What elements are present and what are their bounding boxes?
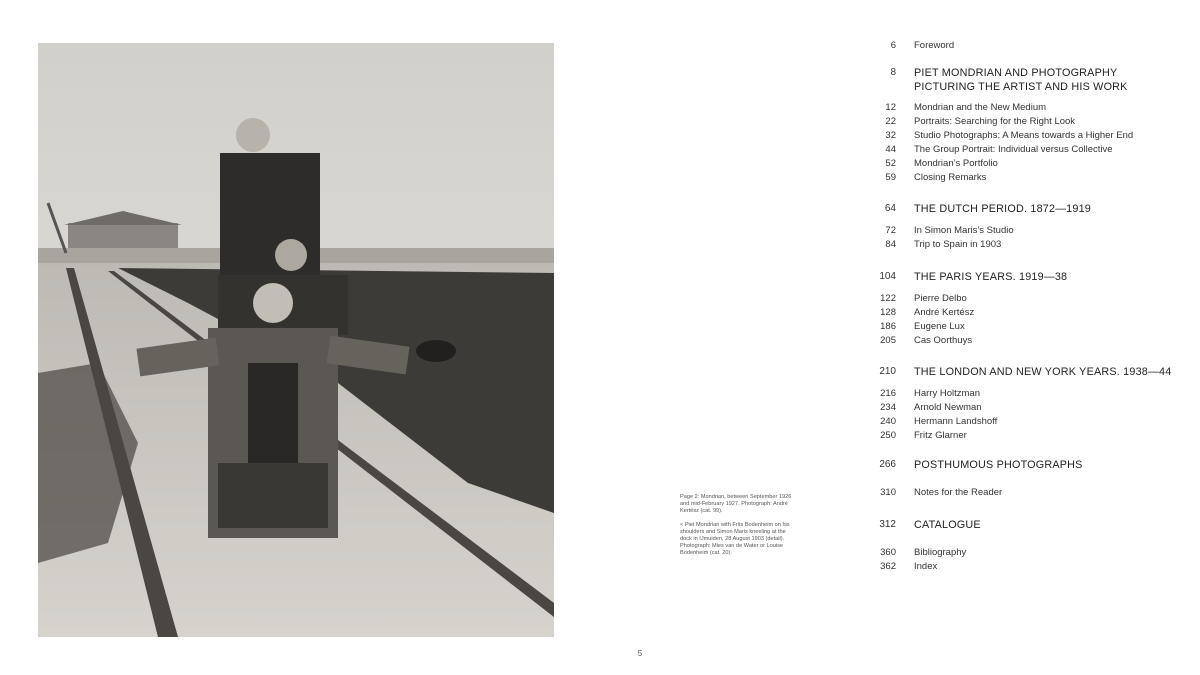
toc-entry[interactable] (860, 129, 1190, 143)
toc-entry[interactable] (860, 546, 1190, 560)
toc-title: Eugene Lux (914, 321, 965, 332)
toc-page-number: 312 (879, 519, 896, 530)
toc-entry[interactable] (860, 157, 1190, 171)
toc-page-number: 210 (879, 366, 896, 377)
caption-paragraph-1: Page 2: Mondrian, between September 1926 and mid-February 1927. Photograph: André Kertész (cat. 99). (680, 494, 792, 515)
toc-entry[interactable] (860, 486, 1190, 500)
toc-title: Closing Remarks (914, 172, 987, 183)
toc-page-number: 310 (880, 487, 896, 498)
toc-title: Foreword (914, 40, 955, 51)
toc-entry[interactable] (860, 387, 1190, 401)
toc-page-number: 234 (880, 402, 896, 413)
toc-page-number: 84 (885, 239, 896, 250)
toc-entry[interactable] (860, 334, 1190, 348)
toc-title: Bibliography (914, 547, 967, 558)
photo-caption (680, 494, 792, 564)
toc-page-number: 59 (885, 172, 896, 183)
toc-title: Portraits: Searching for the Right Look (914, 116, 1076, 127)
toc-title: In Simon Maris’s Studio (914, 225, 1014, 236)
toc-entry[interactable] (860, 560, 1190, 574)
toc-entry[interactable] (860, 171, 1190, 185)
toc-title: The Group Portrait: Individual versus Collective (914, 144, 1113, 155)
toc-section-title: POSTHUMOUS PHOTOGRAPHS (914, 459, 1083, 471)
toc-page-number: 216 (880, 388, 896, 399)
toc-title: Mondrian’s Portfolio (914, 158, 998, 169)
toc-title: Arnold Newman (914, 402, 982, 413)
photograph-mondrian-ijmuiden (38, 43, 554, 637)
toc-page-number: 186 (880, 321, 896, 332)
toc-title: André Kertész (914, 307, 975, 318)
toc-entry[interactable] (860, 401, 1190, 415)
toc-page-number: 72 (885, 225, 896, 236)
toc-page-number: 104 (879, 271, 896, 282)
toc-page-number: 64 (884, 203, 896, 214)
toc-title: Hermann Landshoff (914, 416, 998, 427)
toc-section-title-line-2: PICTURING THE ARTIST AND HIS WORK (914, 81, 1128, 93)
toc-entry[interactable] (860, 292, 1190, 306)
toc-page-number: 362 (880, 561, 896, 572)
toc-section-title: THE LONDON AND NEW YORK YEARS. 1938—44 (914, 366, 1172, 378)
toc-page-number: 128 (880, 307, 896, 318)
toc-section-entry[interactable] (860, 518, 1190, 532)
toc-page-number: 360 (880, 547, 896, 558)
toc-page-number: 22 (885, 116, 896, 127)
toc-title: Cas Oorthuys (914, 335, 973, 346)
toc-title: Studio Photographs: A Means towards a Higher End (914, 130, 1134, 141)
toc-title: Fritz Glarner (914, 430, 967, 441)
page-number: 5 (637, 649, 643, 658)
photograph-image (38, 43, 554, 637)
toc-page-number: 205 (880, 335, 896, 346)
caption-paragraph-2: < Piet Mondrian with Frits Bodenheim on his shoulders and Simon Maris kneeling at the dock in IJmuiden, 28 August 1903 (detail). Photograph: Mies van de Water or Louise Bodenheim (cat. 20). (680, 521, 790, 557)
toc-section-title: THE PARIS YEARS. 1919—38 (914, 271, 1068, 283)
toc-section-title: THE DUTCH PERIOD. 1872—1919 (914, 203, 1092, 215)
toc-entry[interactable] (860, 39, 1190, 53)
toc-entry[interactable] (860, 101, 1190, 115)
toc-page-number: 44 (885, 144, 896, 155)
toc-entry[interactable] (860, 143, 1190, 157)
toc-page-number: 266 (879, 459, 896, 470)
toc-entry[interactable] (860, 224, 1190, 238)
toc-entry[interactable] (860, 115, 1190, 129)
toc-title: Harry Holtzman (914, 388, 980, 399)
toc-page-number: 122 (880, 293, 896, 304)
toc-section-title: CATALOGUE (914, 519, 981, 531)
toc-section-entry[interactable] (860, 202, 1190, 216)
toc-page-number: 250 (880, 430, 896, 441)
toc-page-number: 32 (885, 130, 896, 141)
toc-section-entry[interactable] (860, 66, 1190, 94)
toc-title: Index (914, 561, 938, 572)
toc-page-number: 52 (885, 158, 896, 169)
toc-section-entry[interactable] (860, 270, 1190, 284)
toc-title: Notes for the Reader (914, 487, 1003, 498)
toc-entry[interactable] (860, 320, 1190, 334)
toc-entry[interactable] (860, 238, 1190, 252)
toc-title: Pierre Delbo (914, 293, 967, 304)
toc-page-number: 8 (890, 67, 896, 78)
toc-entry[interactable] (860, 415, 1190, 429)
toc-entry[interactable] (860, 429, 1190, 443)
toc-section-title (914, 66, 1190, 94)
toc-entry[interactable] (860, 306, 1190, 320)
toc-section-title-line-1: PIET MONDRIAN AND PHOTOGRAPHY (914, 67, 1118, 79)
toc-section-entry[interactable] (860, 458, 1190, 472)
toc-section-entry[interactable] (860, 365, 1190, 379)
toc-title: Trip to Spain in 1903 (914, 239, 1002, 250)
toc-page-number: 12 (885, 102, 896, 113)
toc-page-number: 240 (880, 416, 896, 427)
toc-page-number: 6 (890, 40, 896, 51)
toc-title: Mondrian and the New Medium (914, 102, 1047, 113)
